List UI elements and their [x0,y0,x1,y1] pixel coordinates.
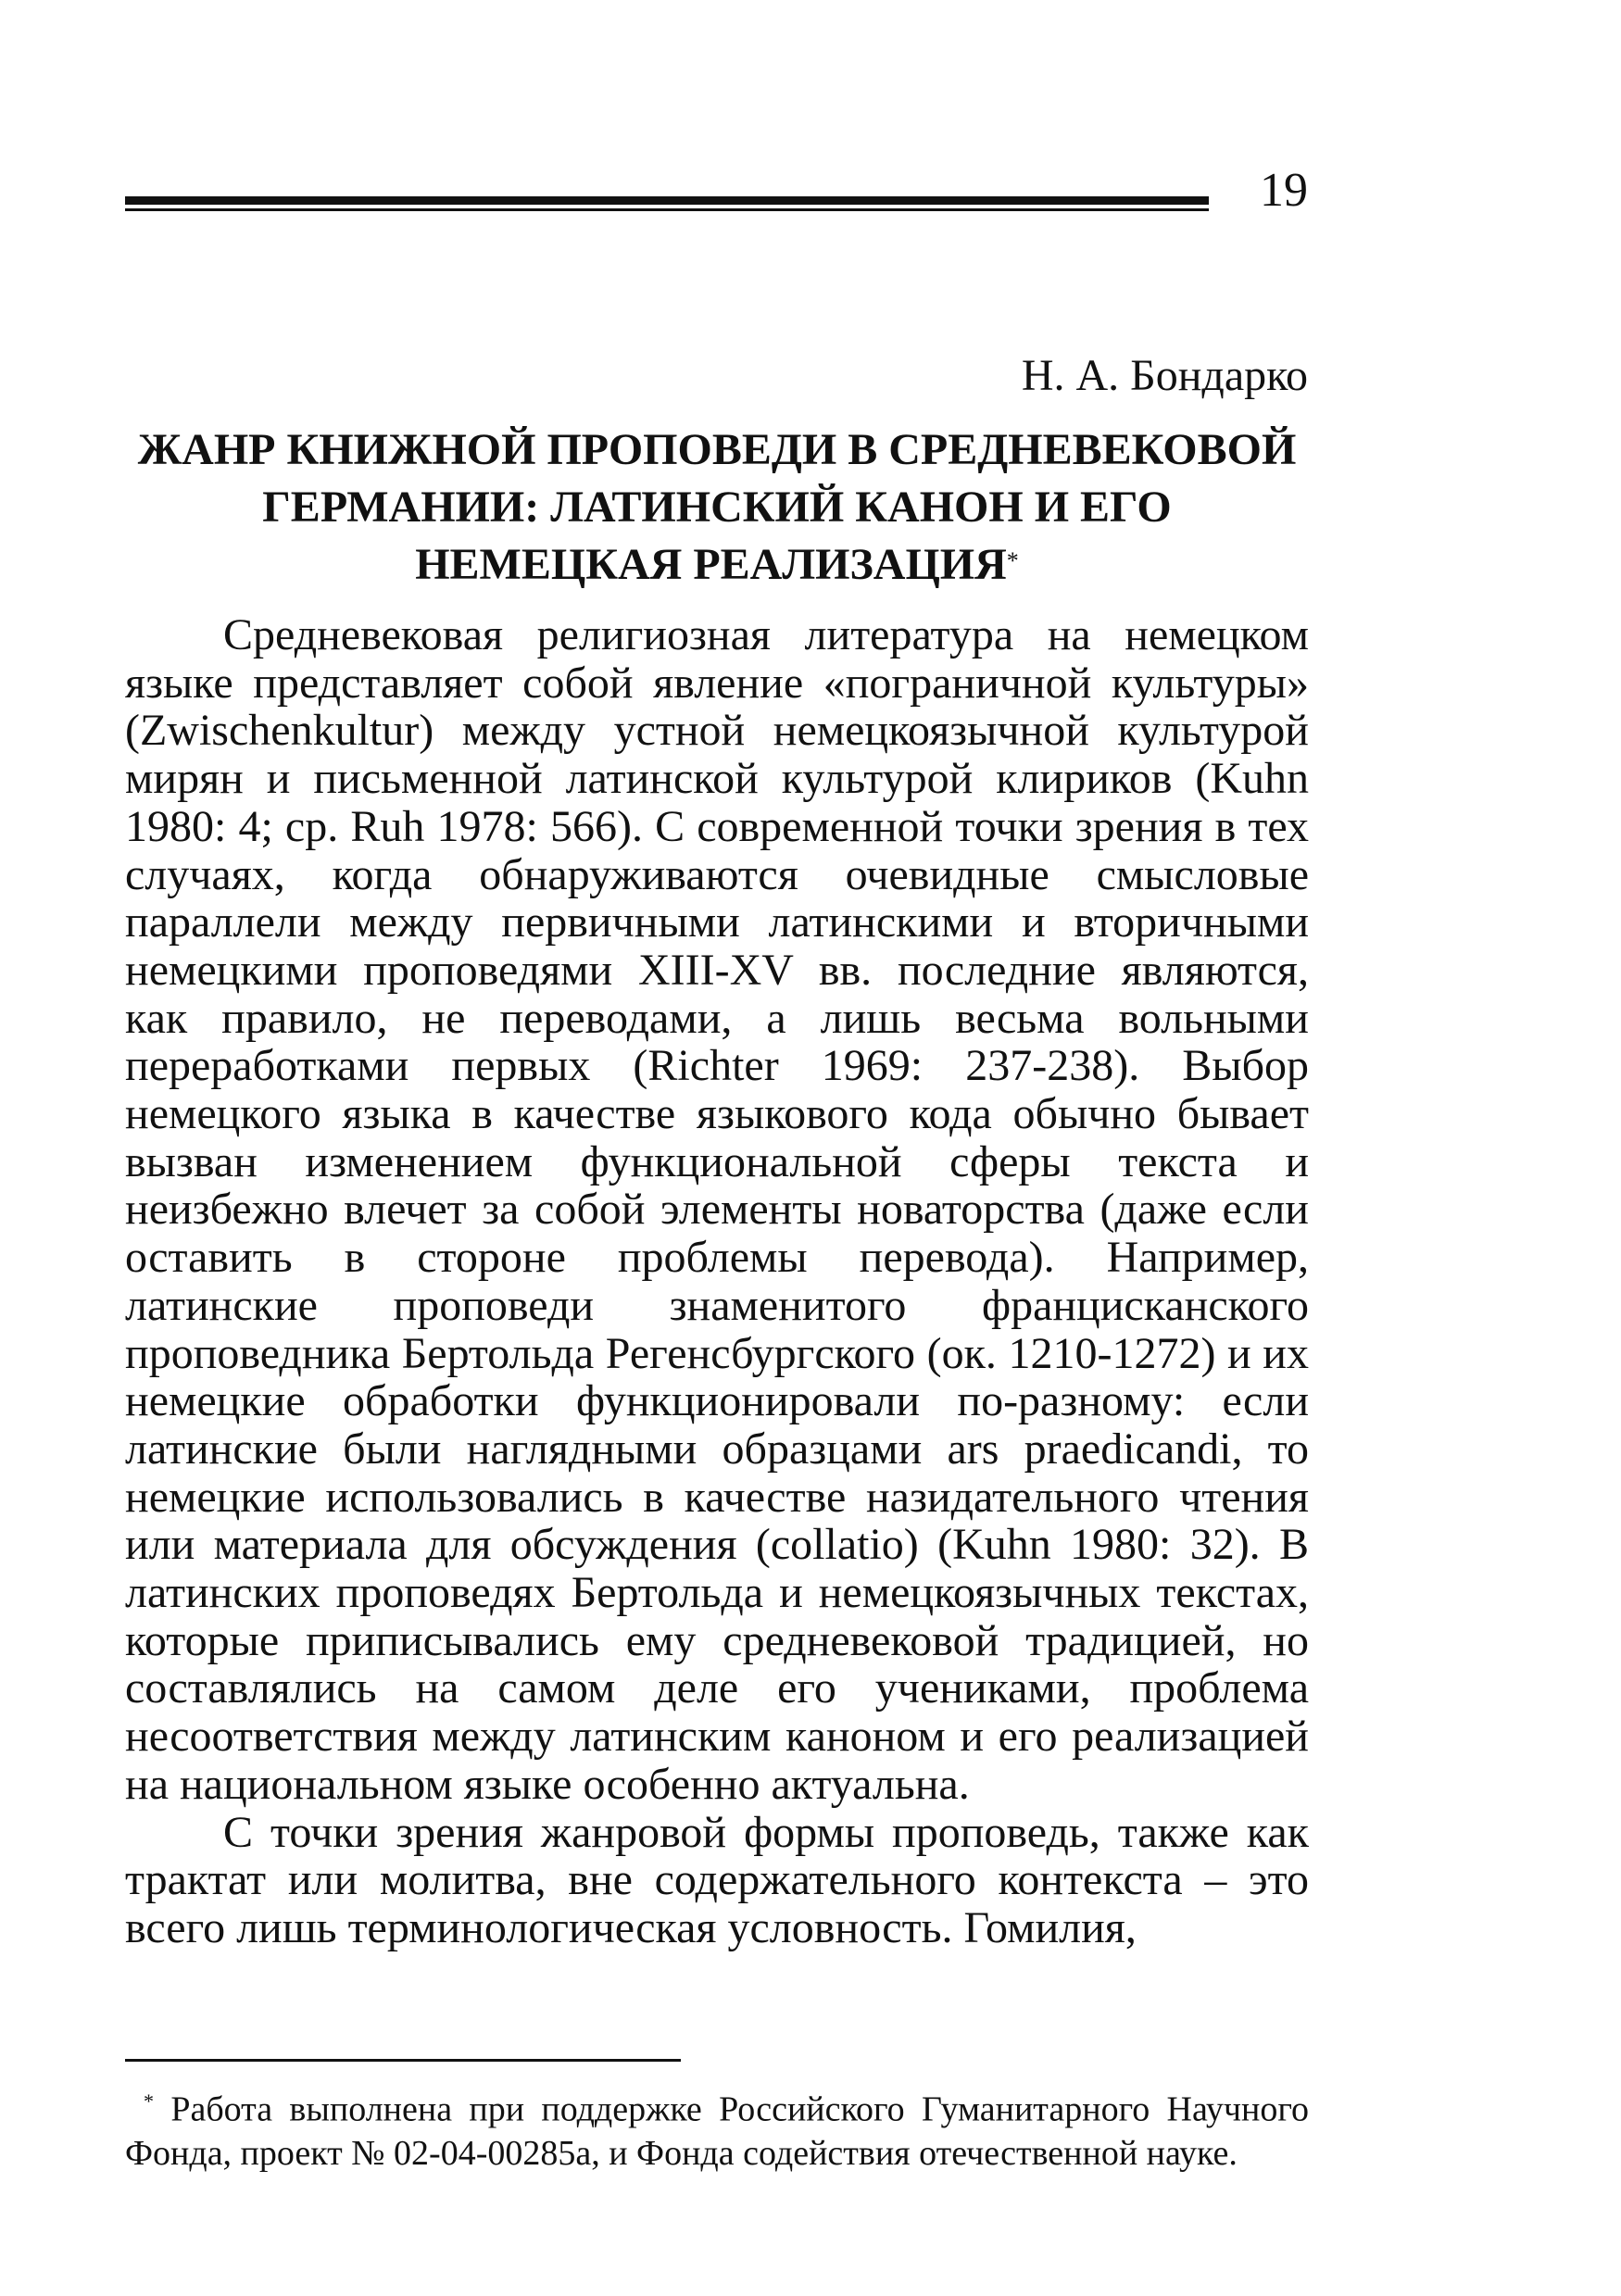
footnote [125,2079,1309,2176]
title-footnote-mark: * [1006,547,1019,574]
page-number: 19 [1260,164,1308,217]
footnote-text: Работа выполнена при поддержке Российского Гуманитарного Научного Фонда, проект № 02-04-00285а, и Фонда содействия отечественной науке. [125,2089,1309,2173]
article-title-text: ЖАНР КНИЖНОЙ ПРОПОВЕДИ В СРЕДНЕВЕКОВОЙ ГЕРМАНИИ: ЛАТИНСКИЙ КАНОН И ЕГО НЕМЕЦКАЯ РЕАЛИЗАЦИЯ [137,425,1297,589]
header-rule [125,196,1209,211]
article-title [125,421,1309,594]
footnote-separator [125,2059,681,2062]
paragraph: Средневековая религиозная литература на немецком языке представляет собой явление «пограничной культуры» (Zwischenkultur) между устной немецкоязычной культурой мирян и письменной латинской культурой клириков (Kuhn 1980: 4; ср. Ruh 1978: 566). С современной точки зрения в тех случаях, когда обнаруживаются очевидные смысловые параллели между первичными латинскими и вторичными немецкими проповедями XIII-XV вв. последние являются, как правило, не переводами, а лишь весьма вольными переработками первых (Richter 1969: 237-238). Выбор немецкого языка в качестве языкового кода обычно бывает вызван изменением функциональной сферы текста и неизбежно влечет за собой элементы новаторства (даже если оставить в стороне проблемы перевода). Например, латинские проповеди знаменитого францисканского проповедника Бертольда Регенсбургского (ок. 1210-1272) и их немецкие обработки функционировали по-разному: если латинские были наглядными образцами ars praedicandi, то немецкие использовались в качестве назидательного чтения или материала для обсуждения (collatio) (Kuhn 1980: 32). В латинских проповедях Бертольда и немецкоязычных текстах, которые приписывались ему средневековой традицией, но составлялись на самом деле его учениками, проблема несоответствия между латинским каноном и его реализацией на национальном языке особенно актуальна. [125,610,1309,1809]
article-body [125,611,1309,1952]
footnote-mark: * [144,2089,154,2113]
paragraph: С точки зрения жанровой формы проповедь, также как трактат или молитва, вне содержательного контекста – это всего лишь терминологическая условность. Гомилия, [125,1807,1309,1952]
article-author: Н. А. Бондарко [1021,351,1308,400]
